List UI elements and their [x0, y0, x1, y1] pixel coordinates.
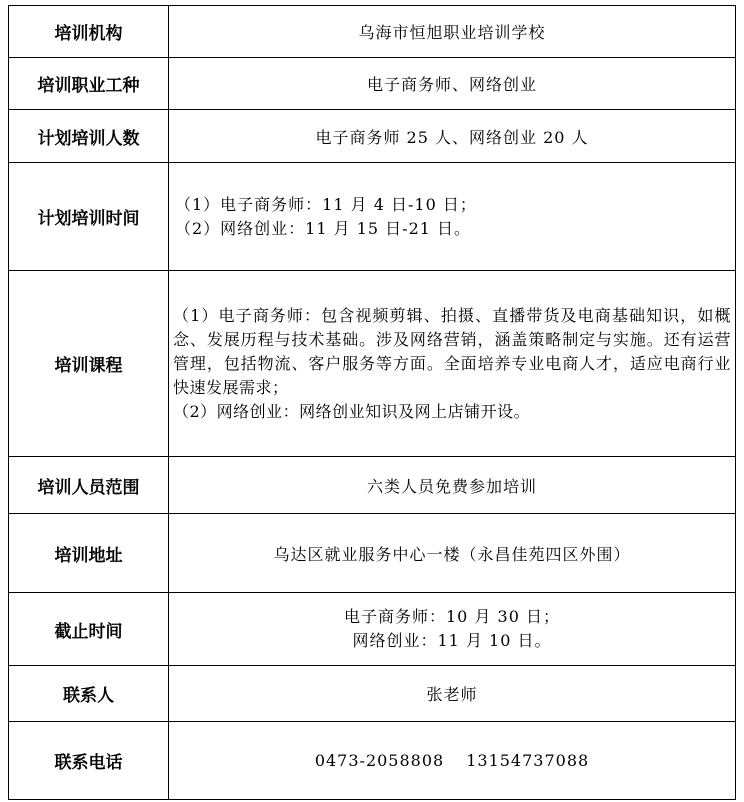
value-contact: 张老师 [169, 666, 736, 722]
phone-mobile: 13154737088 [466, 751, 590, 770]
label-contact: 联系人 [9, 666, 169, 722]
row-deadline [9, 593, 736, 666]
deadline-line-2: 网络创业：11 月 10 日。 [352, 631, 552, 650]
phone-landline: 0473-2058808 [314, 751, 445, 770]
value-eligibility: 六类人员免费参加培训 [169, 457, 736, 514]
row-institution [9, 6, 736, 58]
training-info-table [8, 5, 736, 800]
row-courses [9, 271, 736, 457]
label-occupation: 培训职业工种 [9, 58, 169, 110]
deadline-line-1: 电子商务师：10 月 30 日； [344, 607, 560, 626]
value-planned-time [169, 163, 736, 271]
row-phone [9, 722, 736, 800]
value-courses [169, 271, 736, 457]
label-eligibility: 培训人员范围 [9, 457, 169, 514]
value-occupation: 电子商务师、网络创业 [169, 58, 736, 110]
label-phone: 联系电话 [9, 722, 169, 800]
label-institution: 培训机构 [9, 6, 169, 58]
course-paragraph-2: （2）网络创业：网络创业知识及网上店铺开设。 [173, 401, 531, 421]
label-deadline: 截止时间 [9, 593, 169, 666]
label-courses: 培训课程 [9, 271, 169, 457]
row-planned-count [9, 110, 736, 163]
row-planned-time [9, 163, 736, 271]
row-eligibility [9, 457, 736, 514]
planned-time-line-2: （2）网络创业：11 月 15 日-21 日。 [175, 218, 472, 238]
row-address [9, 514, 736, 593]
planned-time-line-1: （1）电子商务师：11 月 4 日-10 日； [175, 194, 477, 214]
label-address: 培训地址 [9, 514, 169, 593]
value-planned-count: 电子商务师 25 人、网络创业 20 人 [169, 110, 736, 163]
value-phone [169, 722, 736, 800]
course-paragraph-1: （1）电子商务师：包含视频剪辑、拍摄、直播带货及电商基础知识，如概念、发展历程与技术基础。涉及网络营销，涵盖策略制定与实施。还有运营管理，包括物流、客户服务等方面。全面培养专业电商人才，适应电商行业快速发展需求； [173, 305, 731, 397]
value-deadline [169, 593, 736, 666]
row-occupation [9, 58, 736, 110]
value-address: 乌达区就业服务中心一楼（永昌佳苑四区外围） [169, 514, 736, 593]
label-planned-count: 计划培训人数 [9, 110, 169, 163]
label-planned-time: 计划培训时间 [9, 163, 169, 271]
value-institution: 乌海市恒旭职业培训学校 [169, 6, 736, 58]
row-contact [9, 666, 736, 722]
